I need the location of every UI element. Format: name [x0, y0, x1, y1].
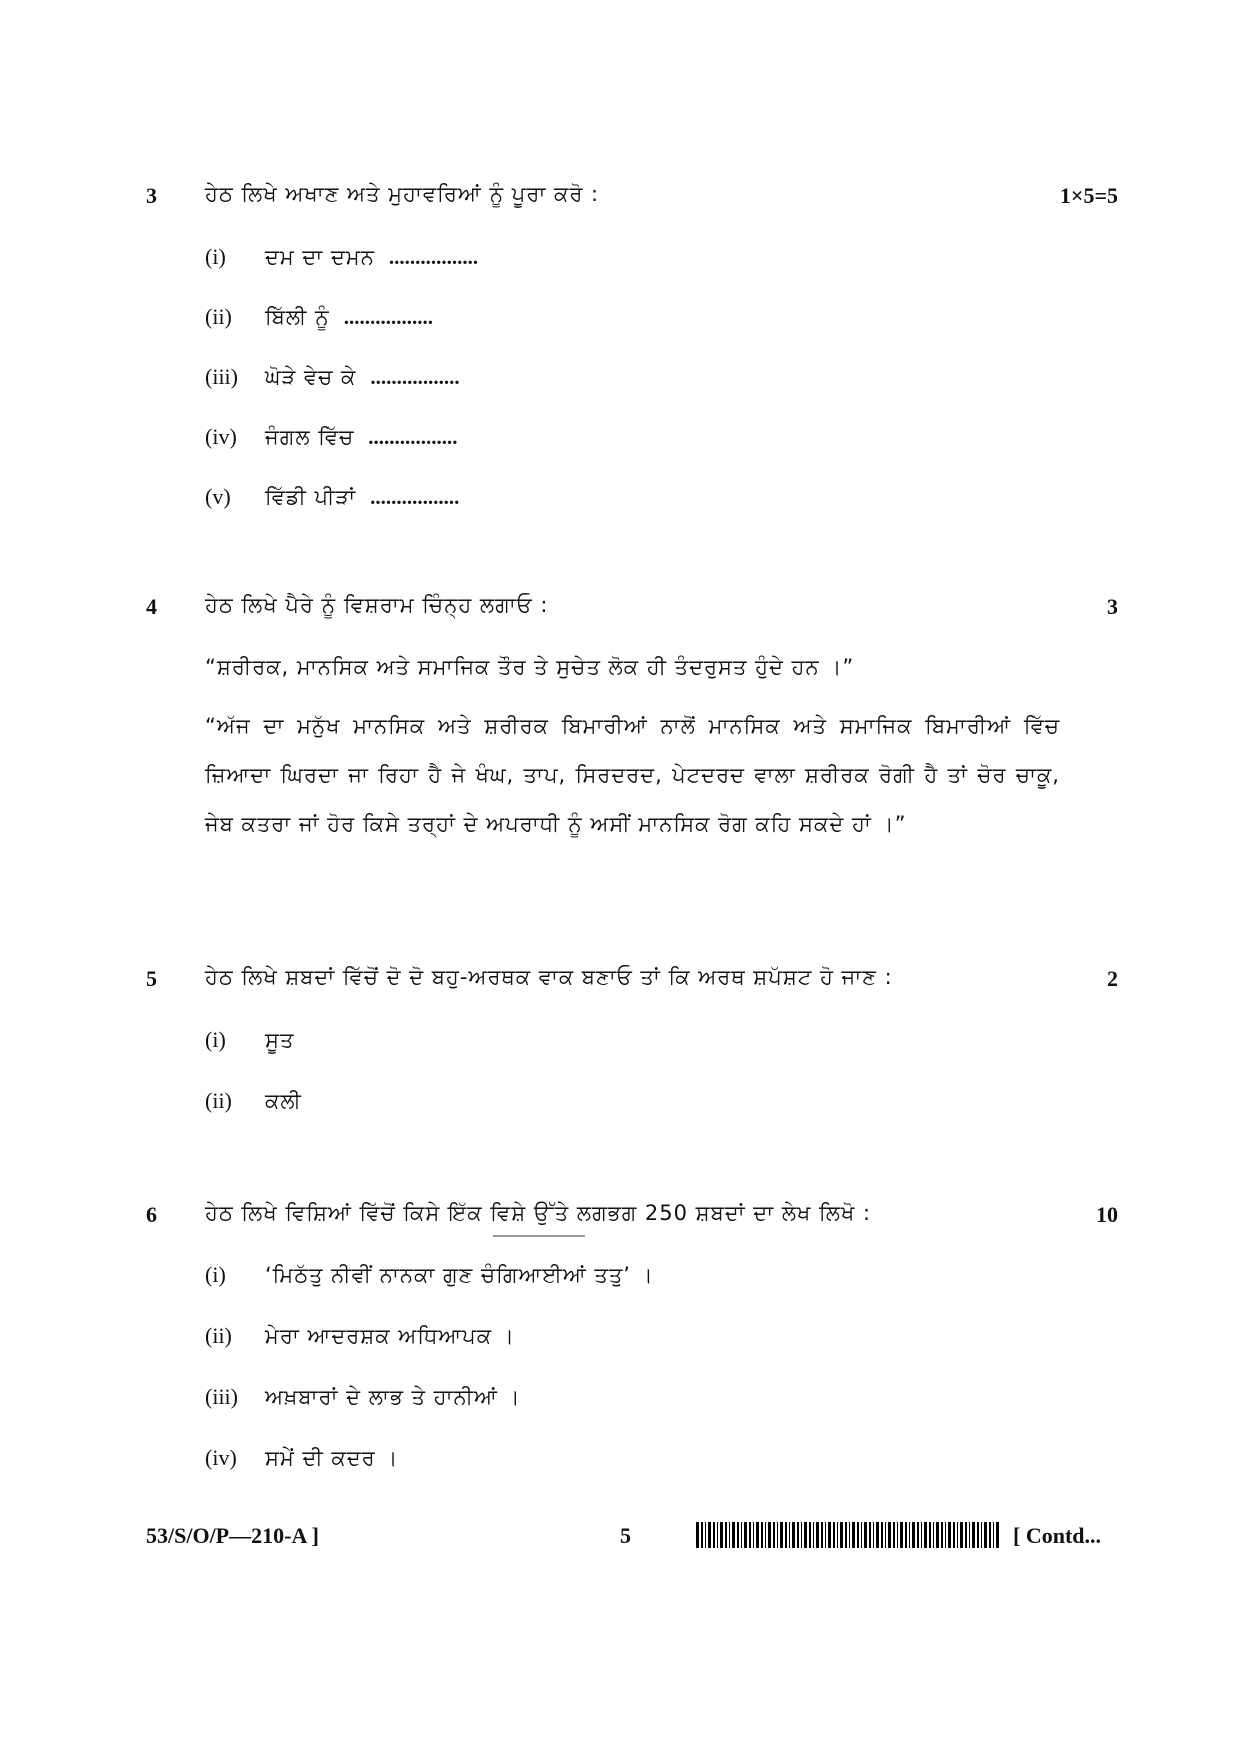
barcode-bar [893, 1522, 895, 1548]
barcode-bar [969, 1522, 970, 1548]
blank-line: ................. [368, 425, 458, 449]
blank-line: ................. [388, 245, 479, 269]
q6-item [205, 1384, 521, 1410]
item-text: ਵਿੱਡੀ ਪੀੜਾਂ [265, 485, 357, 509]
barcode-bar [744, 1522, 747, 1548]
q3-item [205, 484, 459, 510]
underline-mark [493, 1235, 585, 1237]
q5-item [205, 1088, 302, 1114]
roman-numeral: (iv) [205, 1445, 237, 1470]
item-text: ਦਮ ਦਾ ਦਮਨ [265, 245, 375, 269]
barcode-bar [960, 1522, 963, 1548]
item-text: ਮੇਰਾ ਆਦਰਸ਼ਕ ਅਧਿਆਪਕ । [265, 1324, 515, 1348]
barcode-bar [809, 1522, 811, 1548]
barcode-bar [917, 1522, 919, 1548]
barcode-bar [897, 1522, 898, 1548]
q3-number: 3 [146, 183, 157, 208]
barcode-bar [756, 1522, 759, 1548]
barcode-bar [909, 1522, 910, 1548]
barcode-bar [749, 1522, 751, 1548]
barcode-bar [773, 1522, 775, 1548]
q3-text: ਹੇਠ ਲਿਖੇ ਅਖਾਣ ਅਤੇ ਮੁਹਾਵਰਿਆਂ ਨੂੰ ਪੂਰਾ ਕਰੋ : [205, 182, 600, 206]
barcode-bar [921, 1522, 922, 1548]
barcode-bar [821, 1522, 823, 1548]
barcode-bar [717, 1522, 718, 1548]
barcode-bar [780, 1522, 783, 1548]
q4-marks: 3 [1107, 594, 1118, 619]
q3-item [205, 244, 478, 270]
barcode-bar [765, 1522, 766, 1548]
barcode-bar [948, 1522, 951, 1548]
q5-text: ਹੇਠ ਲਿਖੇ ਸ਼ਬਦਾਂ ਵਿੱਚੋਂ ਦੋ ਦੋ ਬਹੁ-ਅਰਥਕ ਵਾਕ ਬਣਾਓ ਤਾਂ ਕਿ ਅਰਥ ਸ਼ਪੱਸ਼ਟ ਹੋ ਜਾਣ : [205, 965, 893, 989]
q3-item [205, 364, 460, 390]
barcode-bar [720, 1522, 723, 1548]
barcode-bar [729, 1522, 730, 1548]
q5-item [205, 1027, 294, 1053]
blank-line: ................. [370, 365, 460, 389]
roman-numeral: (i) [205, 244, 226, 269]
barcode-bar [957, 1522, 958, 1548]
barcode-bar [881, 1522, 883, 1548]
barcode-bar [996, 1522, 999, 1548]
barcode-bar [725, 1522, 727, 1548]
barcode-bar [840, 1522, 843, 1548]
roman-numeral: (ii) [205, 1088, 232, 1113]
barcode-bar [741, 1522, 742, 1548]
q3-item [205, 424, 458, 450]
barcode-bar [777, 1522, 778, 1548]
contd-label: [ Contd... [1013, 1523, 1102, 1548]
q4-sentence: “ਸ਼ਰੀਰਕ, ਮਾਨਸਿਕ ਅਤੇ ਸਮਾਜਿਕ ਤੌਰ ਤੇ ਸੁਚੇਤ ਲੋਕ ਹੀ ਤੰਦਰੁਸਤ ਹੁੰਦੇ ਹਨ ।” [205, 655, 855, 679]
barcode-bar [705, 1522, 706, 1548]
q4-paragraph: “ਅੱਜ ਦਾ ਮਨੁੱਖ ਮਾਨਸਿਕ ਅਤੇ ਸ਼ਰੀਰਕ ਬਿਮਾਰੀਆਂ ਨਾਲੋਂ ਮਾਨਸਿਕ ਅਤੇ ਸਮਾਜਿਕ ਬਿਮਾਰੀਆਂ ਵਿੱਚ ਜ਼ਿਆਦਾ ਘਿਰਦਾ ਜਾ ਰਿਹਾ ਹੈ ਜੇ ਖੰਘ, ਤਾਪ, ਸਿਰਦਰਦ, ਪੇਟਦਰਦ ਵਾਲਾ ਸ਼ਰੀਰਕ ਰੋਗੀ ਹੈ ਤਾਂ ਚੋਰ ਚਾਕੂ, ਜੇਬ ਕਤਰਾ ਜਾਂ ਹੋਰ ਕਿਸੇ ਤਰ੍ਹਾਂ ਦੇ ਅਪਰਾਧੀ ਨੂੰ ਅਸੀਂ ਮਾਨਸਿਕ ਰੋਗ ਕਹਿ ਸਕਦੇ ਹਾਂ ।” [205, 714, 1060, 836]
barcode-bar [869, 1522, 871, 1548]
barcode-bar [900, 1522, 903, 1548]
barcode-bar [861, 1522, 862, 1548]
barcode-bar [753, 1522, 754, 1548]
barcode-bar [936, 1522, 939, 1548]
item-text: ਸਮੇਂ ਦੀ ਕਦਰ । [265, 1446, 399, 1470]
barcode-bar [941, 1522, 943, 1548]
item-text: ਜੰਗਲ ਵਿੱਚ [265, 425, 355, 449]
barcode-bar [981, 1522, 982, 1548]
barcode-bar [825, 1522, 826, 1548]
item-text: ਅਖ਼ਬਾਰਾਂ ਦੇ ਲਾਭ ਤੇ ਹਾਨੀਆਂ । [265, 1385, 521, 1409]
barcode-bar [804, 1522, 807, 1548]
blank-line: ................. [370, 485, 460, 509]
blank-line: ................. [343, 305, 433, 329]
roman-numeral: (ii) [205, 1323, 232, 1348]
barcode-bar [785, 1522, 787, 1548]
roman-numeral: (v) [205, 484, 231, 509]
barcode-bar [801, 1522, 802, 1548]
barcode-bar [905, 1522, 907, 1548]
barcode-bar [965, 1522, 967, 1548]
barcode-bar [701, 1522, 703, 1548]
roman-numeral: (i) [205, 1027, 226, 1052]
q6-item [205, 1323, 515, 1349]
barcode-bar [696, 1522, 699, 1548]
q5-number: 5 [146, 966, 157, 991]
q6-item [205, 1262, 654, 1288]
item-text: ਘੋੜੇ ਵੇਚ ਕੇ [265, 365, 357, 389]
barcode-bar [993, 1522, 994, 1548]
barcode-bar [732, 1522, 735, 1548]
barcode-bar [873, 1522, 874, 1548]
q6-marks: 10 [1096, 1202, 1118, 1227]
barcode-bar [945, 1522, 946, 1548]
q4-text: ਹੇਠ ਲਿਖੇ ਪੈਰੇ ਨੂੰ ਵਿਸ਼ਰਾਮ ਚਿੰਨ੍ਹ ਲਗਾਓ : [205, 593, 549, 617]
barcode-bar [761, 1522, 763, 1548]
q5-marks: 2 [1107, 966, 1118, 991]
barcode-bar [864, 1522, 867, 1548]
q6-number: 6 [146, 1202, 157, 1227]
roman-numeral: (ii) [205, 304, 232, 329]
barcode-bar [713, 1522, 715, 1548]
item-text: ‘ਮਿਠੱਤੁ ਨੀਵੀਂ ਨਾਨਕਾ ਗੁਣ ਚੰਗਿਆਈਆਂ ਤਤੁ’ । [265, 1263, 654, 1287]
barcode-bar [813, 1522, 814, 1548]
q6-item [205, 1445, 398, 1471]
barcode-bar [972, 1522, 975, 1548]
roman-numeral: (iii) [205, 1384, 238, 1409]
barcode-bar [929, 1522, 931, 1548]
roman-numeral: (iii) [205, 364, 238, 389]
roman-numeral: (i) [205, 1262, 226, 1287]
barcode-bar [737, 1522, 739, 1548]
barcode-bar [933, 1522, 934, 1548]
barcode-bar [888, 1522, 891, 1548]
barcode-bar [857, 1522, 859, 1548]
barcode-bar [849, 1522, 850, 1548]
barcode-bar [792, 1522, 795, 1548]
barcode-bar [816, 1522, 819, 1548]
barcode-bar [989, 1522, 991, 1548]
barcode-bar [797, 1522, 799, 1548]
barcode-bar [912, 1522, 915, 1548]
q3-marks: 1×5=5 [1059, 183, 1118, 208]
item-text: ਸੂਤ [265, 1028, 295, 1052]
barcode-bar [768, 1522, 771, 1548]
barcode-bar [852, 1522, 855, 1548]
q6-text: ਹੇਠ ਲਿਖੇ ਵਿਸ਼ਿਆਂ ਵਿੱਚੋਂ ਕਿਸੇ ਇੱਕ ਵਿਸ਼ੇ ਉੱਤੇ ਲਗਭਗ 250 ਸ਼ਬਦਾਂ ਦਾ ਲੇਖ ਲਿਖੋ : [205, 1201, 872, 1225]
item-text: ਬਿੱਲੀ ਨੂੰ [265, 305, 330, 329]
barcode-bar [885, 1522, 886, 1548]
barcode-bar [984, 1522, 987, 1548]
barcode-bar [953, 1522, 955, 1548]
item-text: ਕਲੀ [265, 1089, 302, 1113]
barcode-bar [977, 1522, 979, 1548]
barcode-bar [876, 1522, 879, 1548]
paper-code: 53/S/O/P—210-A ] [146, 1523, 319, 1548]
page-number: 5 [620, 1523, 631, 1548]
barcode-bar [837, 1522, 838, 1548]
q3-item [205, 304, 433, 330]
barcode [696, 1522, 1003, 1548]
barcode-bar [708, 1522, 711, 1548]
barcode-bar [845, 1522, 847, 1548]
barcode-bar [833, 1522, 835, 1548]
barcode-bar [828, 1522, 831, 1548]
roman-numeral: (iv) [205, 424, 237, 449]
barcode-bar [789, 1522, 790, 1548]
q4-number: 4 [146, 594, 157, 619]
barcode-bar [924, 1522, 927, 1548]
